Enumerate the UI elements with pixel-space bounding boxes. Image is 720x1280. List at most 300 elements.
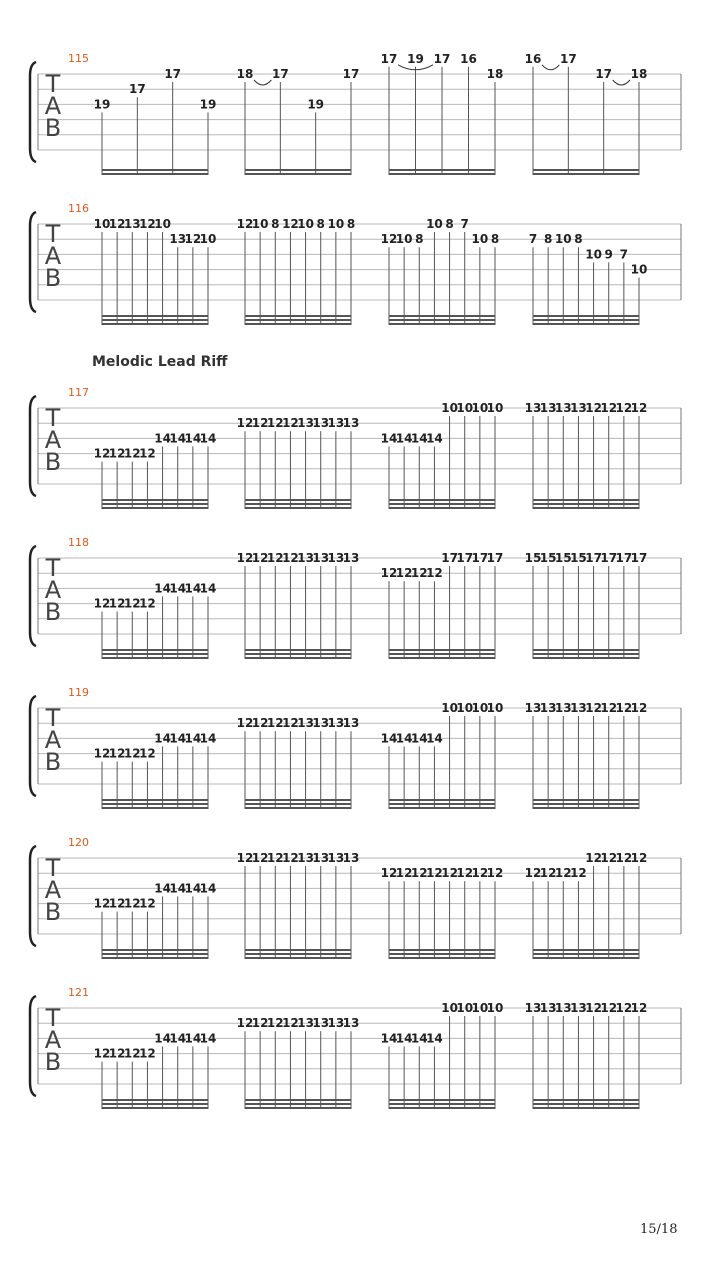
fret-number: 13 (312, 416, 330, 431)
beam (245, 799, 351, 801)
beam (389, 507, 495, 509)
beam (245, 657, 351, 659)
fret-number: 12 (251, 551, 269, 565)
tab-clef-letter: T (45, 404, 61, 432)
beam (245, 507, 351, 509)
fret-number: 14 (154, 731, 171, 746)
tab-clef-letter: B (44, 898, 62, 926)
fret-number: 10 (471, 701, 489, 715)
beam (533, 653, 639, 655)
beam (245, 173, 351, 175)
fret-number: 12 (410, 566, 428, 581)
fret-number: 13 (554, 1001, 572, 1015)
fret-number: 10 (486, 701, 504, 715)
fret-number: 14 (199, 731, 217, 746)
fret-number: 12 (266, 716, 284, 731)
fret-number: 14 (184, 881, 202, 896)
beam (102, 319, 208, 321)
fret-number: 14 (410, 731, 428, 746)
fret-number: 12 (570, 866, 587, 881)
fret-number: 10 (327, 217, 345, 231)
fret-number: 14 (426, 431, 443, 446)
fret-number: 12 (585, 851, 602, 865)
beam (102, 957, 208, 959)
fret-number: 12 (282, 217, 299, 231)
tab-clef-letter: T (45, 70, 61, 98)
fret-number: 13 (342, 551, 360, 565)
fret-number: 12 (123, 446, 141, 461)
tie-arc (613, 80, 630, 85)
fret-number: 13 (570, 701, 587, 715)
fret-number: 12 (236, 551, 254, 565)
fret-number: 12 (630, 401, 648, 415)
fret-number: 13 (554, 701, 572, 715)
fret-number: 17 (456, 551, 474, 565)
fret-number: 14 (380, 731, 398, 746)
beam (102, 953, 208, 955)
fret-number: 19 (307, 97, 325, 112)
fret-number: 10 (471, 1001, 489, 1015)
beam (102, 649, 208, 651)
beam (389, 319, 495, 321)
beam (245, 949, 351, 951)
fret-number: 12 (251, 851, 269, 865)
fret-number: 12 (630, 1001, 648, 1015)
fret-number: 14 (184, 731, 202, 746)
fret-number: 12 (426, 566, 443, 581)
beam (533, 1099, 639, 1101)
fret-number: 17 (486, 551, 504, 565)
fret-number: 12 (441, 866, 458, 881)
tab-clef-letter: B (44, 1048, 62, 1076)
fret-number: 14 (199, 581, 217, 596)
fret-number: 12 (600, 701, 618, 715)
fret-number: 13 (524, 401, 542, 415)
fret-number: 17 (559, 51, 577, 66)
tab-clef-letter: A (44, 576, 62, 604)
fret-number: 13 (342, 851, 360, 865)
fret-number: 12 (266, 416, 284, 431)
fret-number: 13 (123, 217, 141, 231)
fret-number: 10 (456, 401, 474, 415)
beam (389, 953, 495, 955)
beam (102, 653, 208, 655)
fret-number: 12 (600, 851, 618, 865)
beam (245, 1103, 351, 1105)
fret-number: 12 (108, 746, 126, 761)
fret-number: 17 (615, 551, 633, 565)
fret-number: 12 (539, 866, 557, 881)
fret-number: 12 (139, 896, 156, 911)
tab-system-115 (30, 52, 681, 175)
beam (389, 649, 495, 651)
fret-number: 12 (123, 596, 141, 611)
beam (533, 803, 639, 805)
fret-number: 13 (297, 851, 314, 865)
fret-number: 16 (524, 51, 542, 66)
beam (102, 499, 208, 501)
fret-number: 12 (282, 416, 299, 431)
fret-number: 10 (441, 1001, 458, 1015)
fret-number: 12 (282, 851, 299, 865)
section-title: Melodic Lead Riff (92, 354, 228, 370)
fret-number: 12 (108, 217, 126, 231)
fret-number: 15 (524, 551, 542, 565)
beam (533, 323, 639, 325)
beam (389, 1107, 495, 1109)
fret-number: 14 (426, 1031, 443, 1046)
system-bracket (30, 696, 36, 796)
beam (389, 1103, 495, 1105)
fret-number: 12 (395, 866, 413, 881)
fret-number: 13 (312, 551, 330, 565)
fret-number: 13 (570, 1001, 587, 1015)
fret-number: 13 (169, 232, 187, 247)
fret-number: 12 (585, 401, 602, 415)
fret-number: 10 (486, 401, 504, 415)
beam (533, 953, 639, 955)
fret-number: 17 (164, 67, 182, 81)
fret-number: 12 (236, 716, 254, 731)
beam (102, 799, 208, 801)
fret-number: 13 (524, 1001, 542, 1015)
fret-number: 14 (410, 431, 428, 446)
tab-clef-letter: A (44, 876, 62, 904)
beam (533, 649, 639, 651)
fret-number: 12 (585, 1001, 602, 1015)
beam (245, 503, 351, 505)
fret-number: 14 (380, 1031, 398, 1046)
beam (102, 949, 208, 951)
fret-number: 12 (236, 217, 254, 231)
fret-number: 12 (251, 416, 269, 431)
fret-number: 12 (108, 896, 126, 911)
fret-number: 13 (312, 716, 330, 731)
fret-number: 17 (380, 51, 398, 66)
fret-number: 12 (395, 566, 413, 581)
fret-number: 12 (266, 1016, 284, 1031)
tab-clef-letter: T (45, 854, 61, 882)
fret-number: 12 (93, 1046, 111, 1061)
fret-number: 12 (236, 1016, 254, 1031)
fret-number: 13 (570, 401, 587, 415)
fret-number: 12 (615, 1001, 633, 1015)
system-bracket (30, 212, 36, 312)
beam (389, 957, 495, 959)
beam (245, 653, 351, 655)
fret-number: 19 (199, 97, 217, 112)
beam (102, 323, 208, 325)
fret-number: 14 (169, 881, 187, 896)
fret-number: 14 (199, 881, 217, 896)
fret-number: 14 (380, 431, 398, 446)
beam (533, 957, 639, 959)
beam (389, 657, 495, 659)
fret-number: 18 (486, 67, 504, 81)
fret-number: 14 (169, 731, 187, 746)
fret-number: 12 (524, 866, 542, 881)
fret-number: 10 (486, 1001, 504, 1015)
fret-number: 8 (490, 232, 500, 247)
fret-number: 14 (426, 731, 443, 746)
fret-number: 7 (619, 247, 629, 262)
fret-number: 12 (184, 232, 202, 247)
fret-number: 8 (346, 217, 356, 231)
fret-number: 17 (271, 67, 289, 81)
beam (245, 957, 351, 959)
page-number: 15/18 (640, 1222, 678, 1237)
fret-number: 10 (395, 232, 413, 247)
beam (389, 173, 495, 175)
fret-number: 13 (539, 401, 557, 415)
beam (389, 499, 495, 501)
fret-number: 13 (524, 701, 542, 715)
fret-number: 12 (266, 551, 284, 565)
fret-number: 12 (108, 446, 126, 461)
fret-number: 10 (199, 232, 217, 247)
fret-number: 17 (585, 551, 602, 565)
fret-number: 10 (471, 401, 489, 415)
beam (389, 949, 495, 951)
tie-arc (254, 80, 271, 85)
fret-number: 12 (456, 866, 474, 881)
fret-number: 8 (574, 232, 583, 247)
fret-number: 12 (282, 1016, 299, 1031)
fret-number: 10 (456, 701, 474, 715)
fret-number: 14 (395, 1031, 413, 1046)
fret-number: 14 (154, 881, 171, 896)
fret-number: 12 (139, 446, 156, 461)
beam (102, 507, 208, 509)
fret-number: 13 (327, 551, 345, 565)
fret-number: 14 (395, 731, 413, 746)
fret-number: 14 (395, 431, 413, 446)
fret-number: 12 (139, 217, 156, 231)
beam (389, 315, 495, 317)
fret-number: 12 (410, 866, 428, 881)
tab-clef-letter: T (45, 220, 61, 248)
beam (102, 315, 208, 317)
measure-number: 118 (68, 536, 89, 549)
fret-number: 13 (327, 851, 345, 865)
fret-number: 18 (630, 67, 648, 81)
fret-number: 12 (123, 1046, 141, 1061)
fret-number: 12 (93, 446, 111, 461)
beam (389, 653, 495, 655)
fret-number: 12 (251, 716, 269, 731)
system-bracket (30, 846, 36, 946)
fret-number: 17 (595, 67, 613, 81)
fret-number: 10 (441, 401, 458, 415)
beam (245, 315, 351, 317)
tab-system-117 (30, 386, 681, 509)
beam (533, 1103, 639, 1105)
beam (102, 173, 208, 175)
fret-number: 13 (297, 716, 314, 731)
fret-number: 14 (410, 1031, 428, 1046)
beam (245, 1099, 351, 1101)
fret-number: 13 (297, 1016, 314, 1031)
system-bracket (30, 546, 36, 646)
beam (102, 169, 208, 171)
fret-number: 8 (271, 217, 280, 231)
fret-number: 10 (630, 262, 648, 277)
fret-number: 7 (528, 232, 538, 247)
tab-system-121 (30, 986, 681, 1109)
fret-number: 14 (154, 581, 171, 596)
tab-clef-letter: B (44, 598, 62, 626)
beam (533, 807, 639, 809)
beam (245, 1107, 351, 1109)
fret-number: 13 (342, 716, 360, 731)
fret-number: 12 (380, 232, 398, 247)
beam (533, 173, 639, 175)
beam (245, 323, 351, 325)
fret-number: 18 (236, 67, 254, 81)
tab-clef-letter: B (44, 264, 62, 292)
fret-number: 13 (539, 701, 557, 715)
fret-number: 12 (600, 401, 618, 415)
fret-number: 10 (441, 701, 458, 715)
fret-number: 14 (169, 431, 187, 446)
fret-number: 17 (630, 551, 648, 565)
beam (389, 1099, 495, 1101)
tab-system-116 (30, 202, 681, 325)
measure-number: 120 (68, 836, 89, 849)
fret-number: 17 (441, 551, 458, 565)
fret-number: 12 (139, 746, 156, 761)
tab-system-120 (30, 836, 681, 959)
tab-clef-letter: A (44, 92, 62, 120)
fret-number: 12 (615, 851, 633, 865)
fret-number: 13 (342, 416, 360, 431)
fret-number: 10 (154, 217, 171, 231)
fret-number: 12 (486, 866, 504, 881)
tab-clef-letter: B (44, 114, 62, 142)
beam (533, 799, 639, 801)
beam (102, 807, 208, 809)
fret-number: 14 (169, 1031, 187, 1046)
beam (102, 1099, 208, 1101)
beam (245, 319, 351, 321)
fret-number: 12 (236, 851, 254, 865)
fret-number: 10 (251, 217, 269, 231)
fret-number: 17 (128, 82, 146, 97)
fret-number: 13 (539, 1001, 557, 1015)
fret-number: 10 (585, 247, 602, 262)
fret-number: 12 (123, 746, 141, 761)
measure-number: 121 (68, 986, 89, 999)
beam (389, 169, 495, 171)
fret-number: 12 (108, 1046, 126, 1061)
fret-number: 10 (554, 232, 572, 247)
fret-number: 14 (184, 431, 202, 446)
beam (533, 169, 639, 171)
tab-clef-letter: A (44, 1026, 62, 1054)
fret-number: 17 (433, 51, 451, 66)
fret-number: 12 (615, 401, 633, 415)
fret-number: 14 (154, 431, 171, 446)
measure-number: 119 (68, 686, 89, 699)
fret-number: 10 (426, 217, 443, 231)
fret-number: 13 (312, 851, 330, 865)
fret-number: 9 (604, 247, 613, 262)
beam (389, 807, 495, 809)
measure-number: 116 (68, 202, 89, 215)
fret-number: 10 (297, 217, 314, 231)
beam (245, 499, 351, 501)
fret-number: 8 (316, 217, 325, 231)
fret-number: 13 (342, 1016, 360, 1031)
beam (102, 803, 208, 805)
beam (389, 323, 495, 325)
fret-number: 13 (327, 1016, 345, 1031)
fret-number: 12 (380, 866, 398, 881)
tab-clef-letter: T (45, 704, 61, 732)
beam (533, 507, 639, 509)
system-bracket (30, 396, 36, 496)
fret-number: 12 (251, 1016, 269, 1031)
beam (245, 953, 351, 955)
beam (245, 807, 351, 809)
tab-system-118 (30, 536, 681, 659)
system-bracket (30, 62, 36, 162)
fret-number: 8 (445, 217, 454, 231)
fret-number: 12 (471, 866, 489, 881)
fret-number: 13 (327, 716, 345, 731)
beam (389, 799, 495, 801)
beam (245, 649, 351, 651)
fret-number: 17 (342, 67, 360, 81)
fret-number: 15 (554, 551, 572, 565)
fret-number: 13 (297, 416, 314, 431)
fret-number: 12 (282, 551, 299, 565)
beam (533, 319, 639, 321)
fret-number: 14 (199, 431, 217, 446)
beam (533, 1107, 639, 1109)
fret-number: 8 (415, 232, 424, 247)
fret-number: 13 (327, 416, 345, 431)
beam (102, 503, 208, 505)
measure-number: 117 (68, 386, 89, 399)
beam (533, 499, 639, 501)
fret-number: 14 (199, 1031, 217, 1046)
beam (102, 1103, 208, 1105)
tab-clef-letter: A (44, 426, 62, 454)
tie-arc (542, 65, 559, 70)
fret-number: 12 (630, 851, 648, 865)
fret-number: 8 (543, 232, 553, 247)
fret-number: 17 (471, 551, 489, 565)
fret-number: 12 (93, 896, 111, 911)
fret-number: 12 (630, 701, 648, 715)
fret-number: 13 (312, 1016, 330, 1031)
beam (245, 803, 351, 805)
tab-system-119 (30, 686, 681, 809)
fret-number: 12 (266, 851, 284, 865)
fret-number: 14 (184, 581, 202, 596)
fret-number: 10 (93, 217, 111, 231)
fret-number: 12 (93, 596, 111, 611)
measure-number: 115 (68, 52, 89, 65)
fret-number: 12 (108, 596, 126, 611)
fret-number: 19 (93, 97, 111, 112)
fret-number: 10 (471, 232, 489, 247)
fret-number: 12 (139, 1046, 156, 1061)
beam (389, 503, 495, 505)
fret-number: 14 (169, 581, 187, 596)
fret-number: 19 (407, 51, 424, 66)
